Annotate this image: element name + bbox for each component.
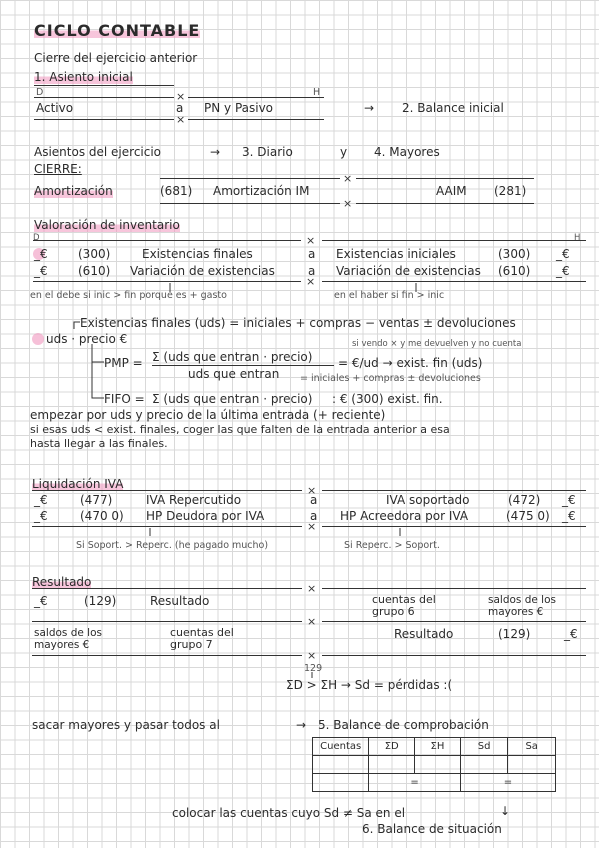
table-cell [369,756,415,774]
header-sd: Sd [460,738,508,756]
uds-precio: uds · precio € [46,332,128,346]
rule [32,655,302,656]
eq-mark-sdsa: = [460,774,555,792]
fraction-bar [152,365,334,366]
cierre-anterior-heading: Cierre del ejercicio anterior [34,51,198,65]
resultado-heading: Resultado [32,575,92,589]
rule [188,119,324,120]
rule [32,621,302,622]
vi-l1-amount: _€ [34,247,48,261]
header-sum-h: ΣH [415,738,461,756]
vi-r1-amount: _€ [556,247,570,261]
rule [322,240,586,241]
vi-note-right: en el haber si fin > inic [334,290,445,301]
rule [32,588,302,589]
rule [160,178,340,179]
rule [34,119,174,120]
aaim-code: (281) [494,184,527,198]
fifo-label: FIFO = [104,392,145,406]
res-r2-code: (129) [498,627,531,641]
page-title: CICLO CONTABLE [34,21,201,40]
iva-l1-name: IVA Repercutido [146,493,242,507]
sacar-text: sacar mayores y pasar todos al [32,718,220,732]
res-l1-amount: _€ [34,594,48,608]
table-cell [415,756,461,774]
asientos-ejercicio: Asientos del ejercicio [34,145,162,159]
debe-label: D [33,233,40,243]
cross-mark: × [306,234,316,247]
pmp-sub: = iniciales + compras ± devoluciones [300,373,481,384]
rule [34,97,174,98]
code-129: 129 [304,663,323,674]
rule [322,281,586,282]
vi-l1-code: (300) [78,247,111,261]
amort-im: Amortización IM [213,184,310,198]
iva-note-left: Si Soport. > Reperc. (he pagado mucho) [76,540,269,551]
vi-l2-name: Variación de existencias [130,264,275,278]
rule [322,621,586,622]
cross-mark: × [343,172,353,185]
arrow-icon: → [210,145,221,159]
fifo-numerator: Σ (uds que entran · precio) [152,392,313,406]
balance-situacion: 6. Balance de situación [362,822,502,836]
table-cell [313,756,369,774]
header-sum-d: ΣD [369,738,415,756]
table-cell [460,756,508,774]
rule [322,526,586,527]
cross-mark: × [307,582,317,595]
si-esas-text: si esas uds < exist. finales, coger las que falten de la entrada anterior a esa [30,423,450,436]
formula-main: Existencias finales (uds) = iniciales + compras − ventas ± devoluciones [80,316,516,330]
aaim: AAIM [436,184,467,198]
rule [322,490,586,491]
a-connector: a [310,509,318,523]
rule [32,490,302,491]
iva-r1-name: IVA soportado [386,493,470,507]
res-l1-name: Resultado [150,594,210,608]
rule [322,588,586,589]
header-sa: Sa [508,738,556,756]
underline [34,85,174,86]
res-r2-amount: _€ [564,627,578,641]
a-connector: a [308,247,316,261]
down-arrow-icon: ↓ [500,804,511,818]
rule [356,178,534,179]
iva-r1-code: (472) [508,493,541,507]
cross-mark: × [307,615,317,628]
vi-l2-amount: _€ [34,264,48,278]
cross-mark: × [176,113,186,126]
vi-l1-name: Existencias finales [142,247,253,261]
amort-code: (681) [160,184,193,198]
iva-note-right: Si Reperc. > Soport. [344,540,440,551]
pmp-label: PMP = [104,356,143,370]
rule [33,240,301,241]
rule [188,97,324,98]
vi-l2-code: (610) [78,264,111,278]
iva-l2-code: (470 0) [80,509,124,523]
empezar-text: empezar por uds y precio de la última entrada (+ reciente) [30,408,386,422]
cierre-heading: CIERRE: [34,162,82,176]
balance-inicial: 2. Balance inicial [402,101,504,115]
table-row [313,774,556,792]
rule [322,655,586,656]
activo-account: Activo [36,101,74,115]
iva-l1-code: (477) [80,493,113,507]
cross-mark: × [343,197,353,210]
table-header-row [313,738,556,756]
arrow-icon: → [296,718,307,732]
table-cell [313,774,369,792]
iva-r1-amount: _€ [562,493,576,507]
debe-label: D [36,87,44,98]
iva-heading: Liquidación IVA [32,477,124,491]
comprobacion-table [312,737,556,792]
iva-l1-amount: _€ [34,493,48,507]
a-connector: a [176,101,184,115]
pn-pasivo-account: PN y Pasivo [204,101,274,115]
mayores-step: 4. Mayores [374,145,440,159]
res-l1-code: (129) [84,594,117,608]
table-cell [508,756,556,774]
haber-label: H [574,233,581,243]
rule [356,203,534,204]
cross-mark: × [307,484,317,497]
table-row [313,756,556,774]
amortizacion-label: Amortización [34,184,113,198]
haber-label: H [313,87,321,98]
iva-r2-name: HP Acreedora por IVA [340,509,469,523]
rule [33,281,301,282]
vi-r2-name: Variación de existencias [336,264,481,278]
vi-r2-code: (610) [498,264,531,278]
pmp-numerator: Σ (uds que entran · precio) [152,350,313,364]
branch-line [92,344,104,398]
balance-comprobacion: 5. Balance de comprobación [318,718,489,732]
iva-l2-amount: _€ [34,509,48,523]
rule [32,526,302,527]
rule [160,203,340,204]
cross-mark: × [307,520,317,533]
vi-r1-code: (300) [498,247,531,261]
eq-mark-dh: = [369,774,460,792]
y-connector: y [340,145,348,159]
colocar-text: colocar las cuentas cuyo Sd ≠ Sa en el [172,806,406,820]
pmp-denominator: uds que entran [188,367,280,381]
perdidas-rule: ΣD > ΣH → Sd = pérdidas :( [286,678,453,692]
valoracion-heading: Valoración de inventario [34,218,180,232]
vi-r1-name: Existencias iniciales [336,247,456,261]
diario-step: 3. Diario [242,145,293,159]
res-l2-amount: saldos de los mayores € [34,627,102,651]
header-cuentas: Cuentas [313,738,369,756]
cross-mark: × [307,649,317,662]
res-l2-name: cuentas del grupo 7 [170,626,234,651]
arrow-icon: → [364,101,375,115]
res-r1-amount: saldos de los mayores € [488,594,556,618]
vi-r2-amount: _€ [556,264,570,278]
a-connector: a [310,493,318,507]
pmp-result: = €/ud → exist. fin (uds) [338,356,483,370]
res-r2-name: Resultado [394,627,454,641]
fifo-result: : € (300) exist. fin. [332,392,443,406]
hasta-text: hasta llegar a las finales. [30,437,168,450]
iva-r2-code: (475 0) [506,509,550,523]
cross-mark: × [176,90,186,103]
iva-l2-name: HP Deudora por IVA [146,509,265,523]
res-r1-name: cuentas del grupo 6 [372,593,436,618]
cross-mark: × [306,275,316,288]
side-note: si vendo × y me devuelven y no cuenta [352,339,522,349]
highlight-dot [32,333,44,345]
a-connector: a [308,264,316,278]
vi-note-left: en el debe si inic > fin porque es + gasto [30,290,227,301]
iva-r2-amount: _€ [562,509,576,523]
asiento-inicial-heading: 1. Asiento inicial [34,70,133,84]
